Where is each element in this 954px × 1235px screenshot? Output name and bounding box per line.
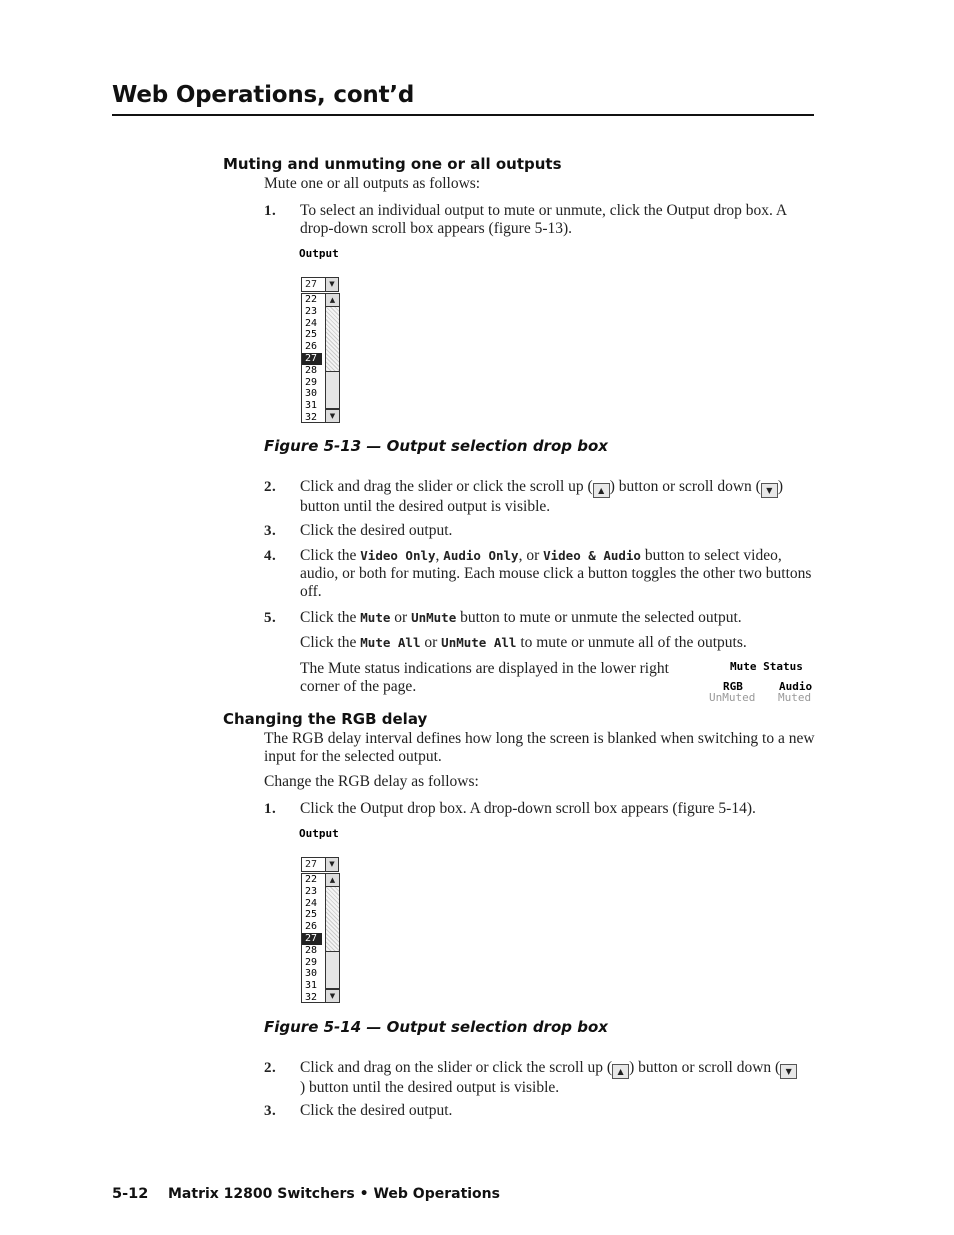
step-number: 2 xyxy=(264,479,272,495)
step-text: ) button or scroll down ( xyxy=(609,478,761,495)
list-item-selected[interactable]: 27 xyxy=(302,933,322,945)
step-text: ) button until the desired output is visible. xyxy=(300,478,783,515)
list-item[interactable]: 28 xyxy=(305,944,318,956)
unmute-all-button-name: UnMute All xyxy=(441,635,517,650)
muting-step-5b xyxy=(300,634,815,652)
list-item[interactable]: 22 xyxy=(305,294,318,305)
step-dot: . xyxy=(272,1060,276,1076)
list-item[interactable]: 23 xyxy=(305,305,318,317)
list-item[interactable]: 26 xyxy=(305,921,318,933)
list-item[interactable]: 28 xyxy=(305,364,318,376)
scroll-down-icon[interactable]: ▼ xyxy=(326,989,339,1002)
step-text: Click the xyxy=(300,547,361,564)
scroll-up-icon[interactable]: ▲ xyxy=(326,294,339,307)
list-item-selected[interactable]: 27 xyxy=(302,353,322,365)
step-number: 1 xyxy=(264,203,272,219)
muting-step-1: To select an individual output to mute or unmute, click the Output drop box. A drop-down scroll box appears (figure 5-13). xyxy=(300,202,787,237)
scroll-up-icon: ▲ xyxy=(612,1064,629,1079)
rgb-step-2 xyxy=(300,1059,800,1097)
mute-status-title: Mute Status xyxy=(730,660,803,673)
step-number: 2 xyxy=(264,1060,272,1076)
muting-intro: Mute one or all outputs as follows: xyxy=(264,175,481,192)
step-text: or xyxy=(420,634,442,651)
step-text: or xyxy=(390,609,412,626)
list-item[interactable]: 31 xyxy=(305,400,318,412)
output-list-items xyxy=(302,294,324,424)
output-list[interactable] xyxy=(301,293,340,423)
step-dot: . xyxy=(272,1103,276,1119)
audio-label: Audio xyxy=(779,680,813,693)
list-item[interactable]: 25 xyxy=(305,329,318,341)
mute-all-button-name: Mute All xyxy=(360,635,421,650)
section-heading-rgb-delay: Changing the RGB delay xyxy=(223,710,428,728)
muting-step-4 xyxy=(300,547,815,601)
muting-step-2 xyxy=(300,478,815,516)
list-item[interactable]: 30 xyxy=(305,388,318,400)
step-dot: . xyxy=(272,801,276,817)
title-rule xyxy=(112,114,814,116)
step-text: Click the xyxy=(300,634,361,651)
list-item[interactable]: 31 xyxy=(305,980,318,992)
scroll-down-icon: ▼ xyxy=(780,1064,797,1079)
output-select-value: 27 xyxy=(305,859,318,870)
step-text: button to select video, audio, or both for muting. Each mouse click a button toggles the other two buttons off. xyxy=(300,547,812,600)
list-item[interactable]: 24 xyxy=(305,317,318,329)
step-text: , or xyxy=(518,547,544,564)
scroll-down-icon: ▼ xyxy=(761,483,778,498)
step-dot: . xyxy=(272,610,276,626)
output-select[interactable] xyxy=(301,857,339,872)
list-item[interactable]: 32 xyxy=(305,991,318,1003)
rgb-step-1: Click the Output drop box. A drop-down scroll box appears (figure 5-14). xyxy=(300,800,756,817)
step-number: 3 xyxy=(264,523,272,539)
output-select[interactable] xyxy=(301,277,339,292)
scrollbar[interactable] xyxy=(325,294,339,422)
figure-caption: Figure 5-13 — Output selection drop box xyxy=(264,437,608,455)
chevron-down-icon[interactable]: ▼ xyxy=(325,858,338,871)
list-item[interactable]: 32 xyxy=(305,411,318,423)
video-only-button-name: Video Only xyxy=(360,548,436,563)
output-select-value: 27 xyxy=(305,279,318,290)
mute-button-name: Mute xyxy=(360,610,391,625)
step-text: Click the xyxy=(300,609,361,626)
output-list[interactable] xyxy=(301,873,340,1003)
list-item[interactable]: 22 xyxy=(305,874,318,885)
list-item[interactable]: 29 xyxy=(305,956,318,968)
step-number: 3 xyxy=(264,1103,272,1119)
chevron-down-icon[interactable]: ▼ xyxy=(325,278,338,291)
audio-only-button-name: Audio Only xyxy=(443,548,519,563)
step-text: , xyxy=(435,547,444,564)
list-item[interactable]: 23 xyxy=(305,885,318,897)
list-item[interactable]: 29 xyxy=(305,376,318,388)
list-item[interactable]: 24 xyxy=(305,897,318,909)
muting-step-5 xyxy=(300,609,815,627)
output-list-items xyxy=(302,874,324,1004)
step-dot: . xyxy=(272,523,276,539)
scroll-up-icon: ▲ xyxy=(593,483,610,498)
video-audio-button-name: Video & Audio xyxy=(543,548,641,563)
list-item[interactable]: 30 xyxy=(305,968,318,980)
section-heading-muting: Muting and unmuting one or all outputs xyxy=(223,155,562,173)
step-dot: . xyxy=(272,479,276,495)
step-number: 5 xyxy=(264,610,272,626)
rgb-label: RGB xyxy=(723,680,743,693)
scroll-thumb[interactable] xyxy=(326,951,339,989)
step-dot: . xyxy=(272,203,276,219)
step-text: ) button or scroll down ( xyxy=(629,1059,781,1076)
rgb-delay-intro2: Change the RGB delay as follows: xyxy=(264,773,479,790)
unmute-button-name: UnMute xyxy=(411,610,457,625)
scroll-thumb[interactable] xyxy=(326,371,339,409)
output-label: Output xyxy=(299,827,339,840)
muting-step-5c: The Mute status indications are displayed in the lower right corner of the page. xyxy=(300,660,669,695)
step-number: 1 xyxy=(264,801,272,817)
step-text: Click and drag on the slider or click the scroll up ( xyxy=(300,1059,613,1076)
output-label: Output xyxy=(299,247,339,260)
step-text: button to mute or unmute the selected output. xyxy=(456,609,742,626)
list-item[interactable]: 25 xyxy=(305,909,318,921)
scrollbar[interactable] xyxy=(325,874,339,1002)
page-title: Web Operations, cont’d xyxy=(112,82,415,108)
scroll-up-icon[interactable]: ▲ xyxy=(326,874,339,887)
list-item[interactable]: 26 xyxy=(305,341,318,353)
rgb-step-3: Click the desired output. xyxy=(300,1102,453,1119)
muting-step-3: Click the desired output. xyxy=(300,522,453,539)
step-number: 4 xyxy=(264,548,272,564)
step-text: Click and drag the slider or click the scroll up ( xyxy=(300,478,593,495)
audio-status: Muted xyxy=(778,691,812,704)
rgb-status: UnMuted xyxy=(709,691,756,704)
figure-caption: Figure 5-14 — Output selection drop box xyxy=(264,1018,608,1036)
step-text: to mute or unmute all of the outputs. xyxy=(516,634,747,651)
page-number: 5-12 xyxy=(112,1186,149,1202)
rgb-delay-intro: The RGB delay interval defines how long the screen is blanked when switching to a new input for the selected output. xyxy=(264,730,815,765)
step-text: ) button until the desired output is visible. xyxy=(300,1079,560,1096)
scroll-down-icon[interactable]: ▼ xyxy=(326,409,339,422)
step-dot: . xyxy=(272,548,276,564)
footer-text: Matrix 12800 Switchers • Web Operations xyxy=(168,1186,500,1202)
